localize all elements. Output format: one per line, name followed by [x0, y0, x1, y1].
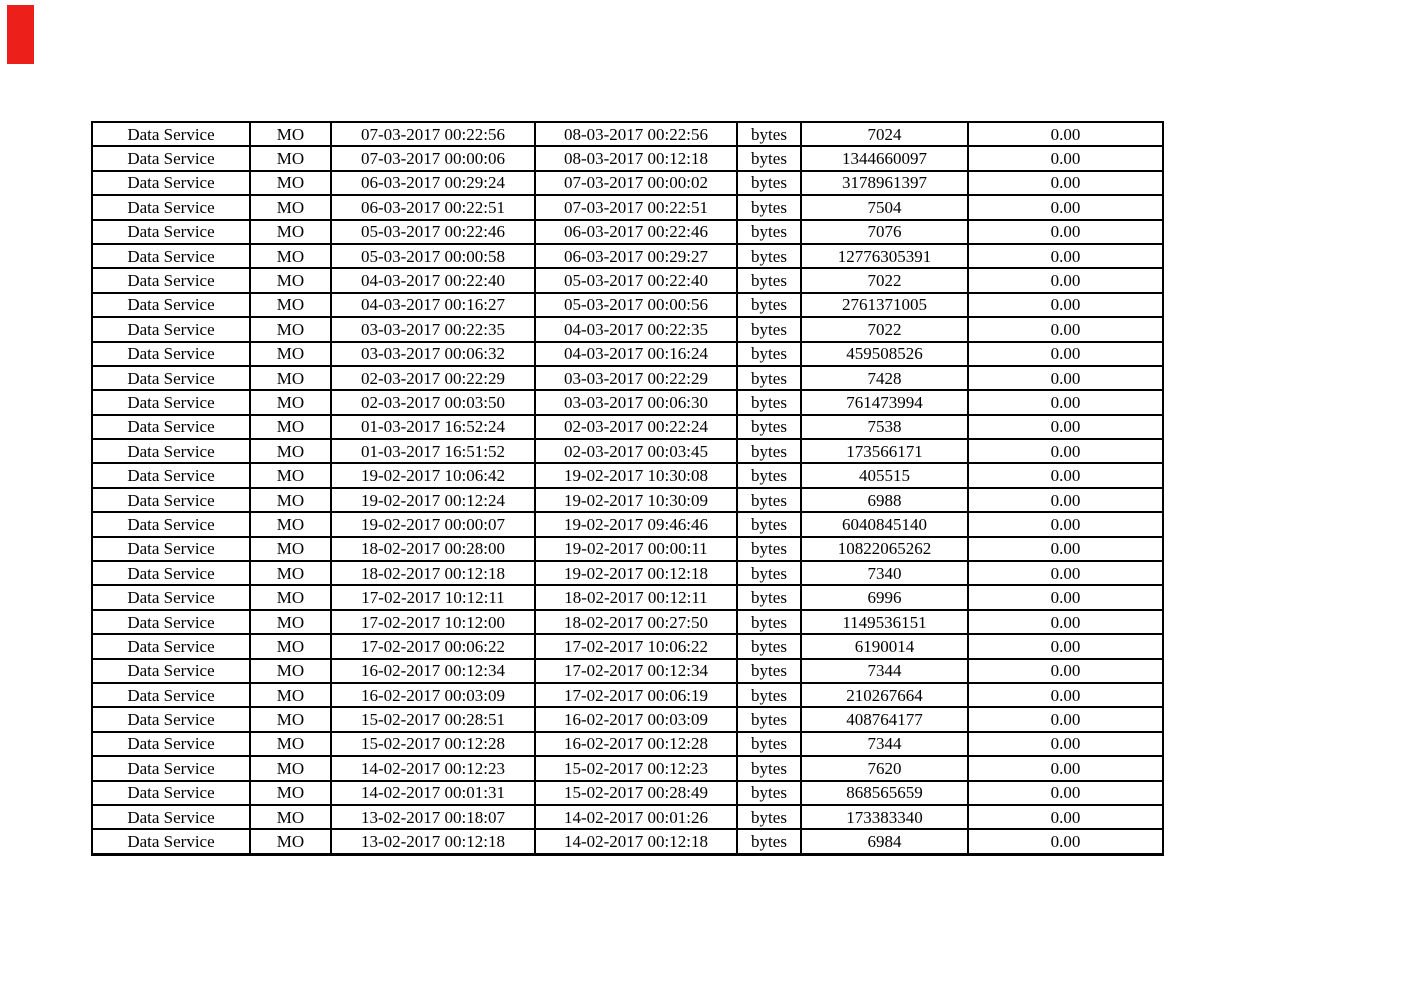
table-row: [92, 146, 1163, 170]
direction-cell: MO: [250, 122, 331, 146]
unit-cell: bytes: [737, 293, 801, 317]
volume-cell: 7538: [801, 415, 968, 439]
start-time-cell: 17-02-2017 10:12:11: [331, 585, 535, 609]
unit-cell: bytes: [737, 463, 801, 487]
end-time-cell: 08-03-2017 00:12:18: [535, 146, 737, 170]
direction-cell: MO: [250, 537, 331, 561]
end-time-cell: 17-02-2017 10:06:22: [535, 634, 737, 658]
start-time-cell: 01-03-2017 16:51:52: [331, 439, 535, 463]
unit-cell: bytes: [737, 732, 801, 756]
table-row: [92, 537, 1163, 561]
unit-cell: bytes: [737, 561, 801, 585]
service-name-cell: Data Service: [92, 244, 250, 268]
table-row: [92, 561, 1163, 585]
start-time-cell: 15-02-2017 00:28:51: [331, 707, 535, 731]
direction-cell: MO: [250, 659, 331, 683]
service-name-cell: Data Service: [92, 537, 250, 561]
service-name-cell: Data Service: [92, 585, 250, 609]
start-time-cell: 01-03-2017 16:52:24: [331, 415, 535, 439]
table-row: [92, 829, 1163, 854]
end-time-cell: 07-03-2017 00:22:51: [535, 195, 737, 219]
table-row: [92, 415, 1163, 439]
unit-cell: bytes: [737, 488, 801, 512]
charge-cell: 0.00: [968, 244, 1163, 268]
charge-cell: 0.00: [968, 317, 1163, 341]
table-row: [92, 171, 1163, 195]
direction-cell: MO: [250, 610, 331, 634]
direction-cell: MO: [250, 829, 331, 854]
direction-cell: MO: [250, 707, 331, 731]
unit-cell: bytes: [737, 268, 801, 292]
unit-cell: bytes: [737, 781, 801, 805]
charge-cell: 0.00: [968, 146, 1163, 170]
end-time-cell: 03-03-2017 00:22:29: [535, 366, 737, 390]
direction-cell: MO: [250, 439, 331, 463]
data-usage-table: [91, 121, 1164, 856]
volume-cell: 6984: [801, 829, 968, 854]
volume-cell: 1344660097: [801, 146, 968, 170]
charge-cell: 0.00: [968, 488, 1163, 512]
table-row: [92, 634, 1163, 658]
service-name-cell: Data Service: [92, 366, 250, 390]
table-row: [92, 390, 1163, 414]
volume-cell: 173383340: [801, 805, 968, 829]
unit-cell: bytes: [737, 122, 801, 146]
start-time-cell: 04-03-2017 00:16:27: [331, 293, 535, 317]
charge-cell: 0.00: [968, 293, 1163, 317]
start-time-cell: 07-03-2017 00:22:56: [331, 122, 535, 146]
charge-cell: 0.00: [968, 561, 1163, 585]
unit-cell: bytes: [737, 585, 801, 609]
volume-cell: 7024: [801, 122, 968, 146]
end-time-cell: 07-03-2017 00:00:02: [535, 171, 737, 195]
end-time-cell: 19-02-2017 00:00:11: [535, 537, 737, 561]
start-time-cell: 05-03-2017 00:22:46: [331, 220, 535, 244]
table-row: [92, 439, 1163, 463]
unit-cell: bytes: [737, 317, 801, 341]
table-row: [92, 512, 1163, 536]
service-name-cell: Data Service: [92, 342, 250, 366]
direction-cell: MO: [250, 171, 331, 195]
charge-cell: 0.00: [968, 342, 1163, 366]
service-name-cell: Data Service: [92, 195, 250, 219]
end-time-cell: 15-02-2017 00:12:23: [535, 756, 737, 780]
table-row: [92, 683, 1163, 707]
direction-cell: MO: [250, 756, 331, 780]
end-time-cell: 04-03-2017 00:16:24: [535, 342, 737, 366]
direction-cell: MO: [250, 220, 331, 244]
start-time-cell: 05-03-2017 00:00:58: [331, 244, 535, 268]
volume-cell: 7344: [801, 659, 968, 683]
start-time-cell: 14-02-2017 00:01:31: [331, 781, 535, 805]
service-name-cell: Data Service: [92, 293, 250, 317]
service-name-cell: Data Service: [92, 488, 250, 512]
charge-cell: 0.00: [968, 366, 1163, 390]
charge-cell: 0.00: [968, 537, 1163, 561]
service-name-cell: Data Service: [92, 805, 250, 829]
charge-cell: 0.00: [968, 268, 1163, 292]
table-row: [92, 781, 1163, 805]
direction-cell: MO: [250, 732, 331, 756]
volume-cell: 459508526: [801, 342, 968, 366]
table-row: [92, 366, 1163, 390]
end-time-cell: 15-02-2017 00:28:49: [535, 781, 737, 805]
unit-cell: bytes: [737, 659, 801, 683]
charge-cell: 0.00: [968, 829, 1163, 854]
direction-cell: MO: [250, 781, 331, 805]
charge-cell: 0.00: [968, 610, 1163, 634]
service-name-cell: Data Service: [92, 268, 250, 292]
unit-cell: bytes: [737, 537, 801, 561]
charge-cell: 0.00: [968, 512, 1163, 536]
start-time-cell: 17-02-2017 10:12:00: [331, 610, 535, 634]
end-time-cell: 02-03-2017 00:03:45: [535, 439, 737, 463]
red-marker-rectangle: [7, 5, 34, 64]
start-time-cell: 18-02-2017 00:12:18: [331, 561, 535, 585]
end-time-cell: 16-02-2017 00:03:09: [535, 707, 737, 731]
unit-cell: bytes: [737, 805, 801, 829]
service-name-cell: Data Service: [92, 146, 250, 170]
end-time-cell: 05-03-2017 00:00:56: [535, 293, 737, 317]
charge-cell: 0.00: [968, 390, 1163, 414]
unit-cell: bytes: [737, 683, 801, 707]
start-time-cell: 17-02-2017 00:06:22: [331, 634, 535, 658]
end-time-cell: 14-02-2017 00:12:18: [535, 829, 737, 854]
direction-cell: MO: [250, 366, 331, 390]
unit-cell: bytes: [737, 634, 801, 658]
volume-cell: 7344: [801, 732, 968, 756]
volume-cell: 210267664: [801, 683, 968, 707]
direction-cell: MO: [250, 268, 331, 292]
charge-cell: 0.00: [968, 195, 1163, 219]
end-time-cell: 02-03-2017 00:22:24: [535, 415, 737, 439]
direction-cell: MO: [250, 195, 331, 219]
end-time-cell: 17-02-2017 00:12:34: [535, 659, 737, 683]
start-time-cell: 19-02-2017 10:06:42: [331, 463, 535, 487]
direction-cell: MO: [250, 463, 331, 487]
start-time-cell: 04-03-2017 00:22:40: [331, 268, 535, 292]
table-row: [92, 732, 1163, 756]
start-time-cell: 16-02-2017 00:12:34: [331, 659, 535, 683]
start-time-cell: 18-02-2017 00:28:00: [331, 537, 535, 561]
unit-cell: bytes: [737, 195, 801, 219]
direction-cell: MO: [250, 634, 331, 658]
unit-cell: bytes: [737, 707, 801, 731]
volume-cell: 7504: [801, 195, 968, 219]
start-time-cell: 19-02-2017 00:12:24: [331, 488, 535, 512]
service-name-cell: Data Service: [92, 683, 250, 707]
end-time-cell: 08-03-2017 00:22:56: [535, 122, 737, 146]
start-time-cell: 14-02-2017 00:12:23: [331, 756, 535, 780]
volume-cell: 2761371005: [801, 293, 968, 317]
table-row: [92, 610, 1163, 634]
unit-cell: bytes: [737, 415, 801, 439]
charge-cell: 0.00: [968, 781, 1163, 805]
table-row: [92, 585, 1163, 609]
direction-cell: MO: [250, 244, 331, 268]
charge-cell: 0.00: [968, 463, 1163, 487]
service-name-cell: Data Service: [92, 122, 250, 146]
direction-cell: MO: [250, 415, 331, 439]
service-name-cell: Data Service: [92, 390, 250, 414]
service-name-cell: Data Service: [92, 732, 250, 756]
service-name-cell: Data Service: [92, 415, 250, 439]
volume-cell: 6190014: [801, 634, 968, 658]
end-time-cell: 04-03-2017 00:22:35: [535, 317, 737, 341]
service-name-cell: Data Service: [92, 220, 250, 244]
volume-cell: 3178961397: [801, 171, 968, 195]
end-time-cell: 14-02-2017 00:01:26: [535, 805, 737, 829]
charge-cell: 0.00: [968, 659, 1163, 683]
unit-cell: bytes: [737, 610, 801, 634]
start-time-cell: 03-03-2017 00:06:32: [331, 342, 535, 366]
end-time-cell: 03-03-2017 00:06:30: [535, 390, 737, 414]
unit-cell: bytes: [737, 390, 801, 414]
volume-cell: 6996: [801, 585, 968, 609]
volume-cell: 12776305391: [801, 244, 968, 268]
start-time-cell: 13-02-2017 00:12:18: [331, 829, 535, 854]
service-name-cell: Data Service: [92, 171, 250, 195]
direction-cell: MO: [250, 146, 331, 170]
direction-cell: MO: [250, 585, 331, 609]
unit-cell: bytes: [737, 342, 801, 366]
unit-cell: bytes: [737, 439, 801, 463]
service-name-cell: Data Service: [92, 512, 250, 536]
end-time-cell: 06-03-2017 00:22:46: [535, 220, 737, 244]
service-name-cell: Data Service: [92, 317, 250, 341]
volume-cell: 405515: [801, 463, 968, 487]
direction-cell: MO: [250, 293, 331, 317]
unit-cell: bytes: [737, 756, 801, 780]
table-row: [92, 220, 1163, 244]
direction-cell: MO: [250, 390, 331, 414]
start-time-cell: 03-03-2017 00:22:35: [331, 317, 535, 341]
volume-cell: 7620: [801, 756, 968, 780]
end-time-cell: 18-02-2017 00:27:50: [535, 610, 737, 634]
table-row: [92, 805, 1163, 829]
volume-cell: 761473994: [801, 390, 968, 414]
service-name-cell: Data Service: [92, 463, 250, 487]
volume-cell: 10822065262: [801, 537, 968, 561]
charge-cell: 0.00: [968, 707, 1163, 731]
end-time-cell: 19-02-2017 00:12:18: [535, 561, 737, 585]
service-name-cell: Data Service: [92, 659, 250, 683]
charge-cell: 0.00: [968, 805, 1163, 829]
volume-cell: 7340: [801, 561, 968, 585]
service-name-cell: Data Service: [92, 610, 250, 634]
end-time-cell: 19-02-2017 09:46:46: [535, 512, 737, 536]
table-row: [92, 756, 1163, 780]
volume-cell: 7022: [801, 268, 968, 292]
volume-cell: 7022: [801, 317, 968, 341]
service-name-cell: Data Service: [92, 634, 250, 658]
end-time-cell: 06-03-2017 00:29:27: [535, 244, 737, 268]
charge-cell: 0.00: [968, 439, 1163, 463]
unit-cell: bytes: [737, 244, 801, 268]
table-row: [92, 463, 1163, 487]
table-row: [92, 488, 1163, 512]
unit-cell: bytes: [737, 220, 801, 244]
direction-cell: MO: [250, 561, 331, 585]
end-time-cell: 18-02-2017 00:12:11: [535, 585, 737, 609]
charge-cell: 0.00: [968, 122, 1163, 146]
start-time-cell: 06-03-2017 00:22:51: [331, 195, 535, 219]
end-time-cell: 17-02-2017 00:06:19: [535, 683, 737, 707]
charge-cell: 0.00: [968, 171, 1163, 195]
volume-cell: 7076: [801, 220, 968, 244]
direction-cell: MO: [250, 512, 331, 536]
unit-cell: bytes: [737, 512, 801, 536]
table-row: [92, 122, 1163, 146]
charge-cell: 0.00: [968, 220, 1163, 244]
charge-cell: 0.00: [968, 634, 1163, 658]
charge-cell: 0.00: [968, 585, 1163, 609]
volume-cell: 173566171: [801, 439, 968, 463]
direction-cell: MO: [250, 683, 331, 707]
direction-cell: MO: [250, 488, 331, 512]
service-name-cell: Data Service: [92, 707, 250, 731]
start-time-cell: 19-02-2017 00:00:07: [331, 512, 535, 536]
unit-cell: bytes: [737, 171, 801, 195]
direction-cell: MO: [250, 805, 331, 829]
start-time-cell: 07-03-2017 00:00:06: [331, 146, 535, 170]
end-time-cell: 16-02-2017 00:12:28: [535, 732, 737, 756]
volume-cell: 868565659: [801, 781, 968, 805]
table-row: [92, 707, 1163, 731]
charge-cell: 0.00: [968, 732, 1163, 756]
volume-cell: 1149536151: [801, 610, 968, 634]
table-row: [92, 342, 1163, 366]
start-time-cell: 02-03-2017 00:03:50: [331, 390, 535, 414]
start-time-cell: 13-02-2017 00:18:07: [331, 805, 535, 829]
start-time-cell: 16-02-2017 00:03:09: [331, 683, 535, 707]
direction-cell: MO: [250, 317, 331, 341]
table-row: [92, 317, 1163, 341]
table-row: [92, 659, 1163, 683]
unit-cell: bytes: [737, 366, 801, 390]
service-name-cell: Data Service: [92, 561, 250, 585]
direction-cell: MO: [250, 342, 331, 366]
end-time-cell: 19-02-2017 10:30:08: [535, 463, 737, 487]
volume-cell: 6040845140: [801, 512, 968, 536]
table-row: [92, 195, 1163, 219]
service-name-cell: Data Service: [92, 756, 250, 780]
end-time-cell: 19-02-2017 10:30:09: [535, 488, 737, 512]
start-time-cell: 15-02-2017 00:12:28: [331, 732, 535, 756]
service-name-cell: Data Service: [92, 781, 250, 805]
table-row: [92, 268, 1163, 292]
charge-cell: 0.00: [968, 415, 1163, 439]
usage-table-body: [92, 122, 1163, 854]
volume-cell: 408764177: [801, 707, 968, 731]
volume-cell: 6988: [801, 488, 968, 512]
end-time-cell: 05-03-2017 00:22:40: [535, 268, 737, 292]
table-row: [92, 244, 1163, 268]
start-time-cell: 02-03-2017 00:22:29: [331, 366, 535, 390]
unit-cell: bytes: [737, 146, 801, 170]
service-name-cell: Data Service: [92, 829, 250, 854]
unit-cell: bytes: [737, 829, 801, 854]
start-time-cell: 06-03-2017 00:29:24: [331, 171, 535, 195]
charge-cell: 0.00: [968, 756, 1163, 780]
table-row: [92, 293, 1163, 317]
volume-cell: 7428: [801, 366, 968, 390]
charge-cell: 0.00: [968, 683, 1163, 707]
service-name-cell: Data Service: [92, 439, 250, 463]
